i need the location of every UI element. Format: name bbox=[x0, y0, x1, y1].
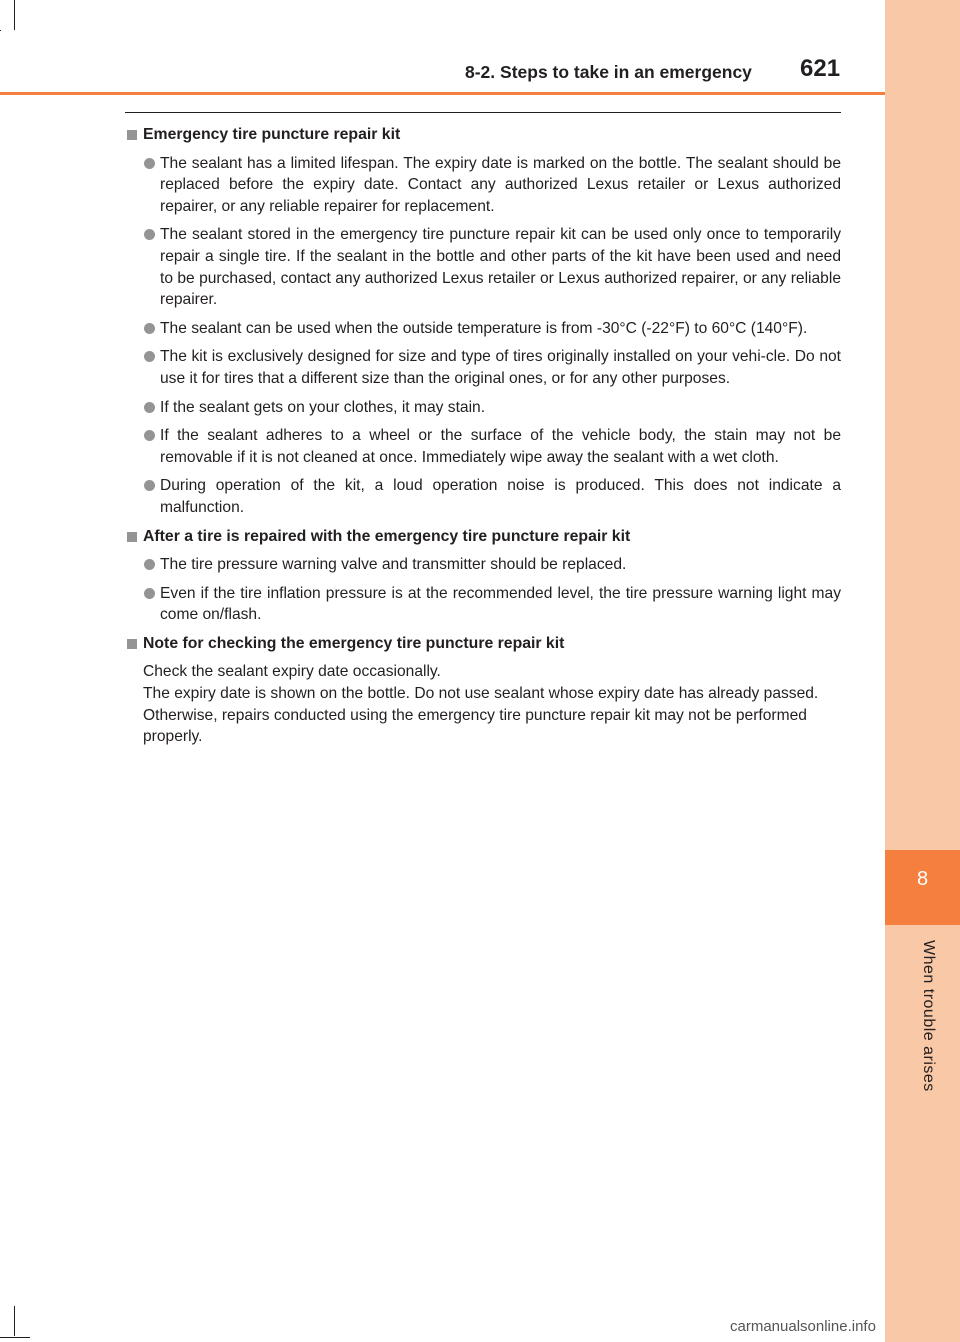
list-item-text: If the sealant gets on your clothes, it may stain. bbox=[160, 398, 486, 416]
list-item-text: During operation of the kit, a loud operation noise is produced. This does not indicate a malfunction. bbox=[160, 477, 841, 516]
section-title: 8-2. Steps to take in an emergency bbox=[465, 62, 752, 82]
section-after-repair bbox=[125, 526, 841, 626]
bullet-dot-icon bbox=[144, 402, 155, 413]
bullet-dot-icon bbox=[144, 158, 155, 169]
watermark: carmanualsonline.info bbox=[730, 1318, 876, 1335]
chapter-title: When trouble arises bbox=[920, 940, 937, 1092]
content-divider bbox=[125, 112, 841, 113]
square-bullet-icon bbox=[127, 532, 137, 542]
paragraph-block bbox=[125, 661, 841, 747]
section-heading-text: Note for checking the emergency tire puncture repair kit bbox=[143, 634, 565, 652]
list-item-text: The sealant can be used when the outside temperature is from -30°C (-22°F) to 60°C (140°F). bbox=[160, 319, 808, 337]
bullet-dot-icon bbox=[144, 480, 155, 491]
list-item-text: The kit is exclusively designed for size and type of tires originally installed on your vehi-cle. Do not use it for tires that a different size than the original ones, or for any other purposes. bbox=[160, 348, 841, 387]
square-bullet-icon bbox=[127, 130, 137, 140]
paragraph: Check the sealant expiry date occasionally. bbox=[143, 663, 441, 681]
list-item-text: The sealant has a limited lifespan. The expiry date is marked on the bottle. The sealant should be replaced before the expiry date. Contact any authorized Lexus retailer or Lexus authorized repairer, or any reliable repairer for replacement. bbox=[160, 154, 841, 215]
section-heading bbox=[125, 633, 841, 655]
section-heading bbox=[125, 124, 841, 146]
list-item bbox=[125, 425, 841, 468]
list-item bbox=[125, 224, 841, 310]
list-item-text: The tire pressure warning valve and transmitter should be replaced. bbox=[160, 556, 627, 574]
bullet-dot-icon bbox=[144, 351, 155, 362]
list-item-text: The sealant stored in the emergency tire puncture repair kit can be used only once to temporarily repair a single tire. If the sealant in the bottle and other parts of the kit have been used and need to be purchased, contact any authorized Lexus retailer or Lexus authorized repairer, or any reliable repairer. bbox=[160, 226, 841, 309]
bullet-dot-icon bbox=[144, 323, 155, 334]
list-item bbox=[125, 153, 841, 218]
section-heading-text: After a tire is repaired with the emergency tire puncture repair kit bbox=[143, 527, 631, 545]
crop-mark bbox=[0, 1337, 30, 1338]
bullet-dot-icon bbox=[144, 430, 155, 441]
list-item bbox=[125, 583, 841, 626]
list-item bbox=[125, 318, 841, 340]
section-checking-kit bbox=[125, 633, 841, 748]
chapter-number: 8 bbox=[916, 868, 929, 890]
section-heading bbox=[125, 526, 841, 548]
bullet-dot-icon bbox=[144, 559, 155, 570]
list-item-text: If the sealant adheres to a wheel or the surface of the vehicle body, the stain may not be removable if it is not cleaned at once. Immediately wipe away the sealant with a wet cloth. bbox=[160, 427, 841, 466]
bullet-dot-icon bbox=[144, 229, 155, 240]
section-repair-kit bbox=[125, 124, 841, 519]
list-item-text: Even if the tire inflation pressure is at the recommended level, the tire pressure warning light may come on/flash. bbox=[160, 584, 841, 624]
section-heading-text: Emergency tire puncture repair kit bbox=[143, 126, 401, 143]
list-item bbox=[125, 554, 841, 576]
list-item bbox=[125, 475, 841, 518]
square-bullet-icon bbox=[127, 639, 137, 649]
paragraph: The expiry date is shown on the bottle. Do not use sealant whose expiry date has already passed. Otherwise, repairs conducted using the emergency tire puncture repair kit may not be performed properly. bbox=[143, 685, 819, 746]
chapter-side-tab bbox=[885, 0, 960, 1342]
list-item bbox=[125, 346, 841, 389]
crop-mark bbox=[14, 1306, 15, 1336]
page-header bbox=[0, 0, 885, 98]
page-number: 621 bbox=[800, 55, 841, 82]
page-content bbox=[125, 124, 841, 754]
list-item bbox=[125, 397, 841, 419]
header-rule bbox=[0, 92, 885, 95]
bullet-dot-icon bbox=[144, 588, 155, 599]
